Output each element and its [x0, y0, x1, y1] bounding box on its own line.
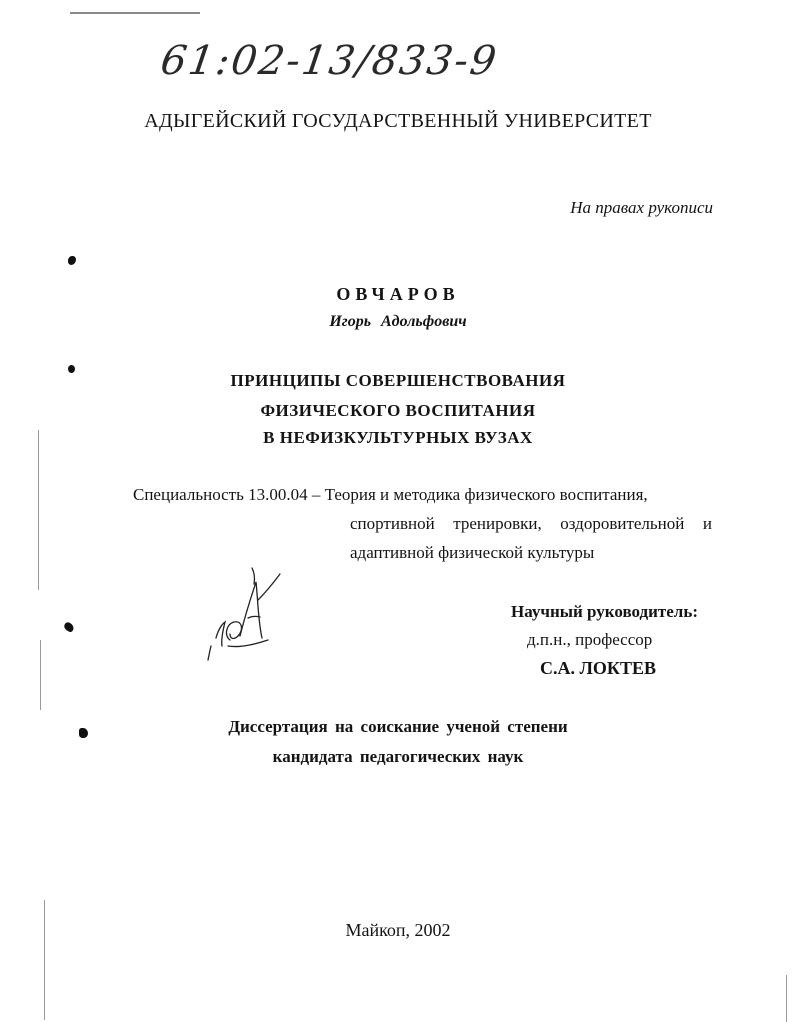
scan-edge-line — [40, 640, 41, 710]
scan-punch-mark — [63, 621, 76, 633]
supervisor-label: Научный руководитель: — [511, 602, 698, 621]
scan-top-line — [70, 12, 200, 14]
scan-punch-mark — [79, 728, 88, 738]
dissertation-title-line: ФИЗИЧЕСКОГО ВОСПИТАНИЯ — [260, 401, 536, 420]
dissertation-title-line: ПРИНЦИПЫ СОВЕРШЕНСТВОВАНИЯ — [230, 371, 566, 390]
scan-edge-line — [38, 430, 39, 590]
dissertation-title-line: В НЕФИЗКУЛЬТУРНЫХ ВУЗАХ — [263, 428, 533, 447]
degree-statement-line: кандидата педагогических наук — [272, 747, 524, 766]
scan-edge-line — [786, 975, 787, 1022]
specialty-line: Специальность 13.00.04 – Теория и методика физического воспитания, — [133, 485, 648, 504]
specialty-line: адаптивной физической культуры — [350, 543, 595, 562]
supervisor-degree: д.п.н., профессор — [527, 630, 653, 649]
author-surname: ОВЧАРОВ — [336, 284, 460, 304]
scan-punch-mark — [68, 365, 75, 373]
author-given-names: Игорь Адольфович — [329, 313, 467, 330]
scan-punch-mark — [68, 256, 76, 265]
degree-statement-line: Диссертация на соискание ученой степени — [228, 717, 568, 736]
rights-note: На правах рукописи — [570, 198, 713, 217]
handwritten-archive-number: 61:02-13/833-9 — [157, 38, 501, 84]
supervisor-name: С.А. ЛОКТЕВ — [540, 658, 656, 678]
university-name: АДЫГЕЙСКИЙ ГОСУДАРСТВЕННЫЙ УНИВЕРСИТЕТ — [144, 110, 652, 132]
city-year: Майкоп, 2002 — [345, 920, 451, 940]
specialty-line: спортивной тренировки, оздоровительной и — [350, 514, 712, 533]
scan-edge-line — [44, 900, 45, 1020]
handwritten-signature — [200, 560, 295, 665]
